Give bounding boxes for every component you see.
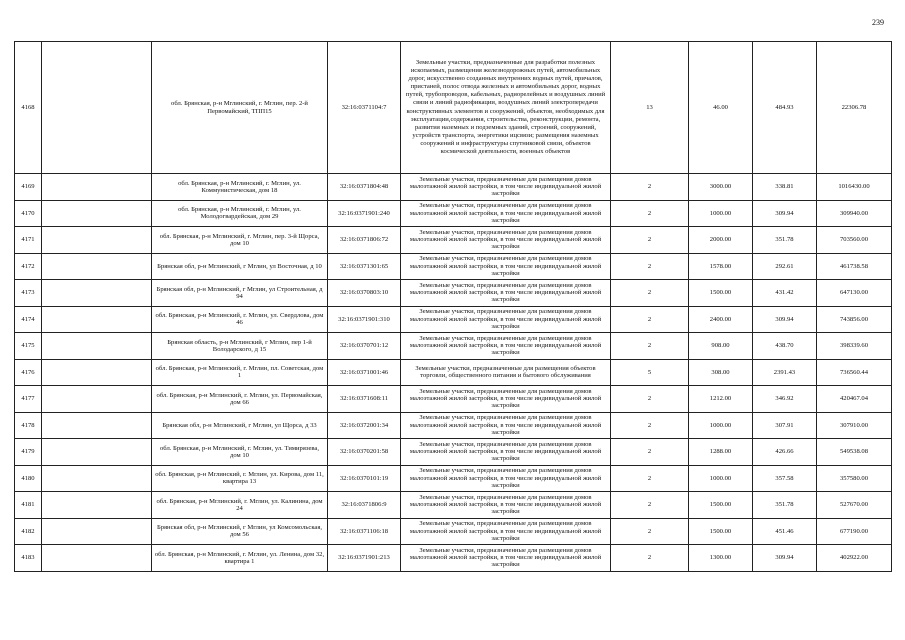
cadastral-value-cell: 703560.00: [817, 227, 892, 254]
specific-value-cell: 338.81: [753, 174, 817, 201]
cadastral-number-cell: 32:16:0370701:12: [328, 333, 401, 360]
cadastral-value-cell: 357580.00: [817, 465, 892, 492]
address-cell: обл. Брянская, р-н Мглинский, г. Мглин, пер. 3-й Щорса, дом 10: [152, 227, 328, 254]
address-cell: обл. Брянская, р-н Мглинский, г. Мглин, пл. Советская, дом 1: [152, 359, 328, 386]
land-use-cell: Земельные участки, предназначенные для размещения домов малоэтажной жилой застройки, в том числе индивидуальной жилой застройки: [401, 280, 611, 307]
blank-cell: [42, 465, 152, 492]
area-cell: 1500.00: [689, 492, 753, 519]
row-number: 4183: [15, 545, 42, 572]
use-group-cell: 2: [611, 253, 689, 280]
cadastral-number-cell: 32:16:0372001:34: [328, 412, 401, 439]
area-cell: 1500.00: [689, 518, 753, 545]
table-row: [15, 42, 892, 174]
blank-cell: [42, 439, 152, 466]
blank-cell: [42, 280, 152, 307]
cadastral-value-cell: 647130.00: [817, 280, 892, 307]
cadastral-value-cell: 309940.00: [817, 200, 892, 227]
row-number: 4177: [15, 386, 42, 413]
row-number: 4173: [15, 280, 42, 307]
specific-value-cell: 426.66: [753, 439, 817, 466]
land-use-cell: Земельные участки, предназначенные для размещения домов малоэтажной жилой застройки, в том числе индивидуальной жилой застройки: [401, 545, 611, 572]
page-number: 239: [872, 18, 884, 27]
cadastral-value-cell: 461738.58: [817, 253, 892, 280]
table-row: [15, 280, 892, 307]
cadastral-value-cell: 736560.44: [817, 359, 892, 386]
specific-value-cell: 351.78: [753, 492, 817, 519]
cadastral-value-cell: 398339.60: [817, 333, 892, 360]
specific-value-cell: 451.46: [753, 518, 817, 545]
land-use-cell: Земельные участки, предназначенные для размещения домов малоэтажной жилой застройки, в том числе индивидуальной жилой застройки: [401, 227, 611, 254]
address-cell: Брянская область, р-н Мглинский, г Мглин, пер 1-й Володарского, д 15: [152, 333, 328, 360]
area-cell: 1000.00: [689, 465, 753, 492]
table-row: [15, 200, 892, 227]
use-group-cell: 2: [611, 386, 689, 413]
blank-cell: [42, 386, 152, 413]
row-number: 4169: [15, 174, 42, 201]
specific-value-cell: 438.70: [753, 333, 817, 360]
row-number: 4172: [15, 253, 42, 280]
area-cell: 908.00: [689, 333, 753, 360]
row-number: 4182: [15, 518, 42, 545]
land-use-cell: Земельные участки, предназначенные для размещения домов малоэтажной жилой застройки, в том числе индивидуальной жилой застройки: [401, 333, 611, 360]
table-row: [15, 545, 892, 572]
table-row: [15, 412, 892, 439]
address-cell: обл. Брянская, р-н Мглинский, г. Мглин, ул. Коммунистическая, дом 18: [152, 174, 328, 201]
specific-value-cell: 309.94: [753, 306, 817, 333]
use-group-cell: 2: [611, 333, 689, 360]
land-use-cell: Земельные участки, предназначенные для размещения домов малоэтажной жилой застройки, в том числе индивидуальной жилой застройки: [401, 518, 611, 545]
area-cell: 2400.00: [689, 306, 753, 333]
land-use-cell: Земельные участки, предназначенные для размещения домов малоэтажной жилой застройки, в том числе индивидуальной жилой застройки: [401, 253, 611, 280]
use-group-cell: 2: [611, 545, 689, 572]
land-use-cell: Земельные участки, предназначенные для размещения домов малоэтажной жилой застройки, в том числе индивидуальной жилой застройки: [401, 306, 611, 333]
blank-cell: [42, 42, 152, 174]
blank-cell: [42, 306, 152, 333]
cadastral-number-cell: 32:16:0371608:11: [328, 386, 401, 413]
area-cell: 1000.00: [689, 200, 753, 227]
specific-value-cell: 309.94: [753, 545, 817, 572]
cadastral-number-cell: 32:16:0371806:72: [328, 227, 401, 254]
area-cell: 1500.00: [689, 280, 753, 307]
cadastral-number-cell: 32:16:0371104:7: [328, 42, 401, 174]
cadastral-number-cell: 32:16:0371106:18: [328, 518, 401, 545]
specific-value-cell: 351.78: [753, 227, 817, 254]
cadastral-value-cell: 743856.00: [817, 306, 892, 333]
use-group-cell: 2: [611, 227, 689, 254]
area-cell: 1578.00: [689, 253, 753, 280]
area-cell: 1212.00: [689, 386, 753, 413]
table-row: [15, 227, 892, 254]
cadastral-number-cell: 32:16:0371001:46: [328, 359, 401, 386]
table-row: [15, 465, 892, 492]
address-cell: обл. Брянская, р-н Мглинский, г. Мглин, ул. Кирова, дом 11, квартира 13: [152, 465, 328, 492]
blank-cell: [42, 492, 152, 519]
area-cell: 1288.00: [689, 439, 753, 466]
cadastral-number-cell: 32:16:0371901:213: [328, 545, 401, 572]
table-row: [15, 518, 892, 545]
cadastral-value-table: [14, 41, 892, 572]
cadastral-value-cell: 402922.00: [817, 545, 892, 572]
specific-value-cell: 484.93: [753, 42, 817, 174]
row-number: 4178: [15, 412, 42, 439]
blank-cell: [42, 227, 152, 254]
row-number: 4180: [15, 465, 42, 492]
use-group-cell: 5: [611, 359, 689, 386]
specific-value-cell: 346.92: [753, 386, 817, 413]
cadastral-number-cell: 32:16:0370803:10: [328, 280, 401, 307]
cadastral-number-cell: 32:16:0371806:9: [328, 492, 401, 519]
blank-cell: [42, 518, 152, 545]
blank-cell: [42, 412, 152, 439]
cadastral-number-cell: 32:16:0371301:65: [328, 253, 401, 280]
area-cell: 2000.00: [689, 227, 753, 254]
row-number: 4171: [15, 227, 42, 254]
row-number: 4181: [15, 492, 42, 519]
row-number: 4175: [15, 333, 42, 360]
address-cell: Брянская обл, р-н Мглинский, г Мглин, ул Комсомольская, дом 56: [152, 518, 328, 545]
area-cell: 1300.00: [689, 545, 753, 572]
use-group-cell: 2: [611, 200, 689, 227]
cadastral-value-cell: 677190.00: [817, 518, 892, 545]
land-use-cell: Земельные участки, предназначенные для размещения домов малоэтажной жилой застройки, в том числе индивидуальной жилой застройки: [401, 386, 611, 413]
area-cell: 308.00: [689, 359, 753, 386]
land-use-cell: Земельные участки, предназначенные для размещения домов малоэтажной жилой застройки, в том числе индивидуальной жилой застройки: [401, 174, 611, 201]
use-group-cell: 2: [611, 492, 689, 519]
cadastral-number-cell: 32:16:0371901:310: [328, 306, 401, 333]
blank-cell: [42, 359, 152, 386]
land-use-cell: Земельные участки, предназначенные для размещения домов малоэтажной жилой застройки, в том числе индивидуальной жилой застройки: [401, 200, 611, 227]
land-use-cell: Земельные участки, предназначенные для разработки полезных ископаемых, размещения железнодорожных путей, автомобильных дорог, искусственно созданных внутренних водных путей, причалов, пристаней, полос отвода железных и автомобильных дорог, водных путей, трубопроводов, кабельных, радиорелейных и воздушных линий связи и линий радиофикации, воздушных линий электропередачи конструктивных элементов и сооружений, объектов, необходимых для эксплуатации,содержания, строительства, реконструкции, ремонта, развития наземных и подземных зданий, строений, сооружений, устройств транспорта, энергетики ицсвязи; размещения наземных сооружений и инфраструктуры спутниковой связи, объектов космической деятельности, военных объектов: [401, 42, 611, 174]
land-use-cell: Земельные участки, предназначенные для размещения домов малоэтажной жилой застройки, в том числе индивидуальной жилой застройки: [401, 465, 611, 492]
cadastral-value-cell: 527670.00: [817, 492, 892, 519]
area-cell: 46.00: [689, 42, 753, 174]
row-number: 4174: [15, 306, 42, 333]
land-use-cell: Земельные участки, предназначенные для размещения домов малоэтажной жилой застройки, в том числе индивидуальной жилой застройки: [401, 439, 611, 466]
address-cell: Брянская обл, р-н Мглинский, г Мглин, ул Строительная, д 94: [152, 280, 328, 307]
use-group-cell: 2: [611, 280, 689, 307]
use-group-cell: 2: [611, 518, 689, 545]
row-number: 4168: [15, 42, 42, 174]
use-group-cell: 2: [611, 439, 689, 466]
table-row: [15, 174, 892, 201]
cadastral-value-cell: 1016430.00: [817, 174, 892, 201]
cadastral-number-cell: 32:16:0371804:48: [328, 174, 401, 201]
cadastral-value-cell: 420467.04: [817, 386, 892, 413]
address-cell: обл. Брянская, р-н Мглинский, г. Мглин, пер. 2-й Первомайский, ТПП15: [152, 42, 328, 174]
area-cell: 3000.00: [689, 174, 753, 201]
land-use-cell: Земельные участки, предназначенные для размещения объектов торговли, общественного питания и бытового обслуживания: [401, 359, 611, 386]
table-row: [15, 306, 892, 333]
area-cell: 1000.00: [689, 412, 753, 439]
blank-cell: [42, 174, 152, 201]
table-row: [15, 439, 892, 466]
table-row: [15, 333, 892, 360]
table-row: [15, 359, 892, 386]
use-group-cell: 2: [611, 306, 689, 333]
cadastral-number-cell: 32:16:0370101:19: [328, 465, 401, 492]
specific-value-cell: 431.42: [753, 280, 817, 307]
address-cell: обл. Брянская, р-н Мглинский, г. Мглин, ул. Тимирязева, дом 10: [152, 439, 328, 466]
use-group-cell: 13: [611, 42, 689, 174]
address-cell: обл. Брянская, р-н Мглинский, г. Мглин, ул. Калинина, дом 24: [152, 492, 328, 519]
use-group-cell: 2: [611, 465, 689, 492]
row-number: 4176: [15, 359, 42, 386]
blank-cell: [42, 333, 152, 360]
specific-value-cell: 292.61: [753, 253, 817, 280]
land-use-cell: Земельные участки, предназначенные для размещения домов малоэтажной жилой застройки, в том числе индивидуальной жилой застройки: [401, 412, 611, 439]
address-cell: обл. Брянская, р-н Мглинский, г. Мглин, ул. Ленина, дом 32, квартира 1: [152, 545, 328, 572]
address-cell: Брянская обл, р-н Мглинский, г Мглин, ул Восточная, д 10: [152, 253, 328, 280]
blank-cell: [42, 253, 152, 280]
table-body: [15, 42, 892, 572]
cadastral-number-cell: 32:16:0370201:58: [328, 439, 401, 466]
address-cell: обл. Брянская, р-н Мглинский, г. Мглин, ул. Первомайская, дом 66: [152, 386, 328, 413]
specific-value-cell: 2391.43: [753, 359, 817, 386]
cadastral-value-cell: 22306.78: [817, 42, 892, 174]
cadastral-number-cell: 32:16:0371901:240: [328, 200, 401, 227]
row-number: 4170: [15, 200, 42, 227]
address-cell: обл. Брянская, р-н Мглинский, г. Мглин, ул. Молодогвардейская, дом 29: [152, 200, 328, 227]
address-cell: Брянская обл, р-н Мглинский, г Мглин, ул Щорса, д 33: [152, 412, 328, 439]
blank-cell: [42, 545, 152, 572]
address-cell: обл. Брянская, р-н Мглинский, г. Мглин, ул. Свердлова, дом 46: [152, 306, 328, 333]
specific-value-cell: 309.94: [753, 200, 817, 227]
table-row: [15, 492, 892, 519]
blank-cell: [42, 200, 152, 227]
cadastral-value-cell: 307910.00: [817, 412, 892, 439]
row-number: 4179: [15, 439, 42, 466]
use-group-cell: 2: [611, 412, 689, 439]
specific-value-cell: 357.58: [753, 465, 817, 492]
use-group-cell: 2: [611, 174, 689, 201]
table-row: [15, 386, 892, 413]
land-use-cell: Земельные участки, предназначенные для размещения домов малоэтажной жилой застройки, в том числе индивидуальной жилой застройки: [401, 492, 611, 519]
specific-value-cell: 307.91: [753, 412, 817, 439]
table-row: [15, 253, 892, 280]
cadastral-value-cell: 549538.08: [817, 439, 892, 466]
